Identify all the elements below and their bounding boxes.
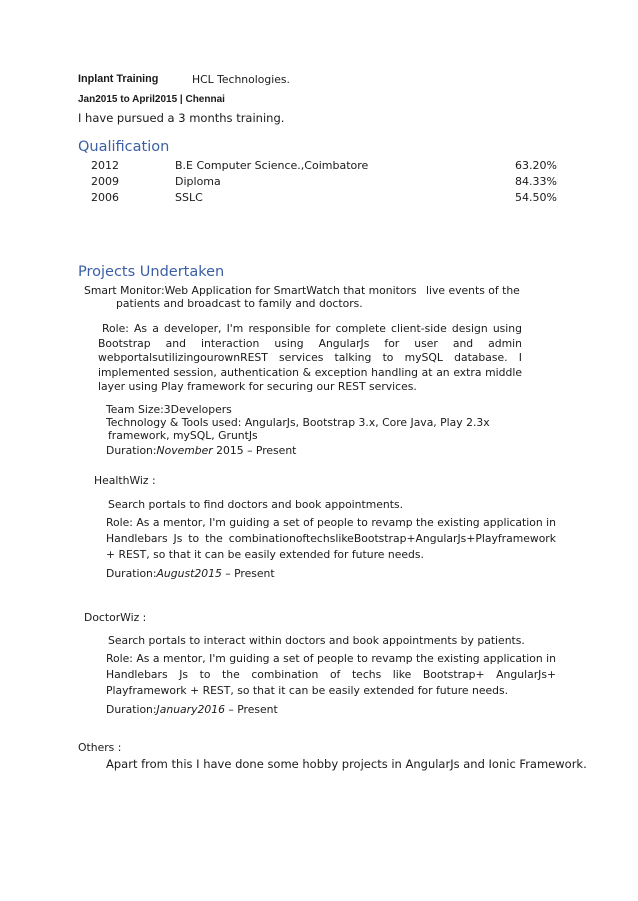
duration-rest: 2015 – Present <box>216 444 297 457</box>
qualification-score: 84.33% <box>515 175 557 188</box>
qualification-degree: Diploma <box>175 175 221 188</box>
smart-monitor-title: Smart Monitor:Web Application for SmartWatch that monitors <box>84 284 417 297</box>
duration-label: Duration: <box>106 567 157 580</box>
duration-label: Duration: <box>106 703 157 716</box>
smart-monitor-duration <box>106 444 296 457</box>
smart-monitor-title-cont: patients and broadcast to family and doctors. <box>116 297 363 310</box>
duration-start: November <box>156 444 213 457</box>
duration-start: August2015 <box>156 567 222 580</box>
qualification-row <box>91 191 557 207</box>
doctorwiz-title: DoctorWiz : <box>84 611 147 624</box>
duration-rest: – Present <box>228 703 278 716</box>
inplant-description: I have pursued a 3 months training. <box>78 111 285 125</box>
doctorwiz-duration <box>106 703 278 716</box>
qualification-year: 2012 <box>91 159 119 172</box>
qualification-heading: Qualification <box>78 139 170 155</box>
qualification-score: 63.20% <box>515 159 557 172</box>
qualification-degree: SSLC <box>175 191 203 204</box>
healthwiz-summary: Search portals to find doctors and book appointments. <box>108 498 404 511</box>
others-text: Apart from this I have done some hobby projects in AngularJs and Ionic Framework. <box>106 757 587 771</box>
smart-monitor-tech-cont: framework, mySQL, GruntJs <box>108 429 258 442</box>
qualification-degree: B.E Computer Science.,Coimbatore <box>175 159 369 172</box>
qualification-year: 2009 <box>91 175 119 188</box>
others-title: Others : <box>78 741 122 754</box>
qualification-year: 2006 <box>91 191 119 204</box>
doctorwiz-summary: Search portals to interact within doctors and book appointments by patients. <box>108 634 525 647</box>
smart-monitor-title-end: live events of the <box>426 284 520 297</box>
qualification-score: 54.50% <box>515 191 557 204</box>
duration-label: Duration: <box>106 444 157 457</box>
smart-monitor-tech: Technology & Tools used: AngularJs, Bootstrap 3.x, Core Java, Play 2.3x <box>106 416 490 429</box>
smart-monitor-team-size: Team Size:3Developers <box>106 403 232 416</box>
duration-rest: – Present <box>225 567 275 580</box>
projects-heading: Projects Undertaken <box>78 264 225 280</box>
healthwiz-role: Role: As a mentor, I'm guiding a set of people to revamp the existing application in Handlebars Js to the combinationoftechslikeBootstrap+AngularJs+Playframework + REST, so that it can be easily extended for future needs. <box>106 516 556 561</box>
inplant-company: HCL Technologies. <box>192 73 290 86</box>
smart-monitor-role: Role: As a developer, I'm responsible for complete client-side design using Bootstrap and interaction using AngularJs for user and admin webportalsutilizingourownREST services talking to mySQL database. I implemented session, authentication & exception handling at an extra middle layer using Play framework for securing our REST services. <box>98 322 522 393</box>
healthwiz-duration <box>106 567 275 580</box>
qualification-row <box>91 159 557 175</box>
healthwiz-title: HealthWiz : <box>94 474 156 487</box>
inplant-label: Inplant Training <box>78 73 159 85</box>
qualification-row <box>91 175 557 191</box>
duration-start: January2016 <box>156 703 225 716</box>
doctorwiz-role: Role: As a mentor, I'm guiding a set of people to revamp the existing application in Handlebars Js to the combination of techs like Bootstrap+ AngularJs+ Playframework + REST, so that it can be easily extended for future needs. <box>106 652 556 697</box>
inplant-period: Jan2015 to April2015 | Chennai <box>78 94 225 105</box>
